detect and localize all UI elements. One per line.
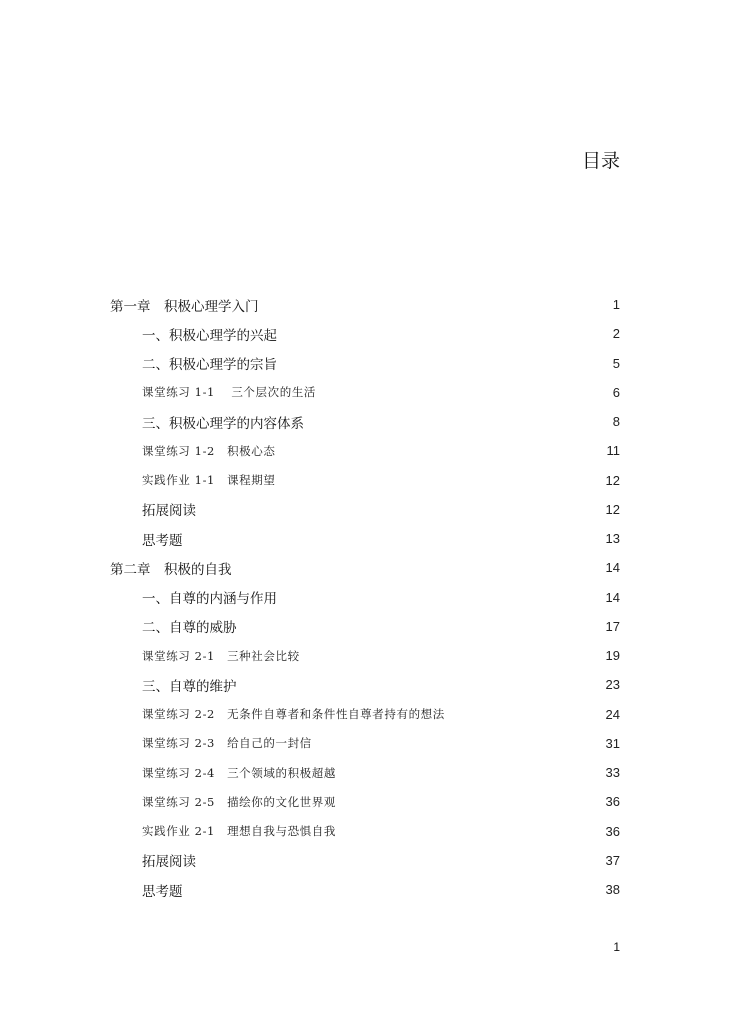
toc-entry-page-number: 12	[605, 472, 620, 488]
toc-entry[interactable]	[0, 349, 730, 378]
toc-entry-page-number: 14	[605, 560, 620, 576]
toc-entry[interactable]	[0, 817, 730, 846]
toc-entry-page-number: 5	[612, 355, 620, 371]
toc-entry[interactable]	[0, 290, 730, 319]
toc-entry[interactable]	[0, 758, 730, 787]
toc-entry[interactable]	[0, 875, 730, 904]
toc-entry-page-number: 19	[605, 648, 620, 664]
toc-entry-label: 课堂练习 2-3 给自己的一封信	[142, 736, 312, 751]
toc-entry-label: 一、自尊的内涵与作用	[142, 591, 277, 608]
toc-entry-page-number: 17	[605, 618, 620, 634]
toc-entry-label: 拓展阅读	[142, 503, 196, 520]
toc-entry[interactable]	[0, 495, 730, 524]
toc-entry-label: 二、自尊的威胁	[142, 620, 237, 637]
toc-entry[interactable]	[0, 524, 730, 553]
toc-entry-label: 实践作业 1-1 课程期望	[142, 473, 276, 488]
toc-entry-label: 第二章 积极的自我	[110, 561, 232, 578]
toc-entry-label: 课堂练习 1-2 积极心态	[142, 443, 276, 458]
toc-entry-page-number: 14	[605, 589, 620, 605]
toc-entry-label: 思考题	[142, 883, 183, 900]
toc-entry[interactable]	[0, 700, 730, 729]
toc-entry[interactable]	[0, 553, 730, 582]
toc-entry[interactable]	[0, 583, 730, 612]
toc-entry-page-number: 38	[605, 882, 620, 898]
toc-entry[interactable]	[0, 612, 730, 641]
toc-entry-page-number: 23	[605, 677, 620, 693]
toc-entry-page-number: 1	[612, 297, 620, 313]
toc-entry-label: 课堂练习 2-4 三个领域的积极超越	[142, 765, 336, 780]
toc-entry-label: 实践作业 2-1 理想自我与恐惧自我	[142, 824, 336, 839]
footer-page-number: 1	[613, 940, 620, 954]
toc-entry-label: 一、积极心理学的兴起	[142, 327, 277, 344]
table-of-contents	[0, 290, 730, 904]
toc-entry-page-number: 24	[605, 706, 620, 722]
toc-entry-page-number: 36	[605, 794, 620, 810]
toc-entry[interactable]	[0, 846, 730, 875]
toc-entry-label: 课堂练习 2-2 无条件自尊者和条件性自尊者持有的想法	[142, 707, 445, 722]
toc-entry[interactable]	[0, 787, 730, 816]
toc-entry-label: 第一章 积极心理学入门	[110, 298, 259, 315]
toc-entry-page-number: 37	[605, 852, 620, 868]
toc-entry-page-number: 33	[605, 765, 620, 781]
toc-entry[interactable]	[0, 641, 730, 670]
toc-entry[interactable]	[0, 436, 730, 465]
toc-entry-label: 课堂练习 2-5 描绘你的文化世界观	[142, 794, 336, 809]
toc-entry[interactable]	[0, 729, 730, 758]
toc-entry[interactable]	[0, 466, 730, 495]
toc-entry[interactable]	[0, 670, 730, 699]
toc-entry-label: 思考题	[142, 532, 183, 549]
toc-entry-label: 二、积极心理学的宗旨	[142, 357, 277, 374]
toc-entry-label: 拓展阅读	[142, 854, 196, 871]
toc-entry-page-number: 8	[612, 414, 620, 430]
toc-entry-page-number: 31	[605, 735, 620, 751]
toc-entry-label: 三、自尊的维护	[142, 678, 237, 695]
toc-entry[interactable]	[0, 378, 730, 407]
toc-entry-page-number: 2	[612, 326, 620, 342]
toc-entry-page-number: 6	[612, 384, 620, 400]
toc-entry-page-number: 36	[605, 823, 620, 839]
toc-entry-page-number: 11	[606, 443, 620, 459]
toc-entry[interactable]	[0, 319, 730, 348]
toc-entry-label: 三、积极心理学的内容体系	[142, 415, 304, 432]
toc-entry-page-number: 13	[605, 531, 620, 547]
toc-entry-label: 课堂练习 1-1 三个层次的生活	[142, 385, 317, 400]
page-title: 目录	[581, 150, 620, 172]
toc-entry[interactable]	[0, 407, 730, 436]
toc-entry-page-number: 12	[605, 501, 620, 517]
toc-entry-label: 课堂练习 2-1 三种社会比较	[142, 648, 300, 663]
